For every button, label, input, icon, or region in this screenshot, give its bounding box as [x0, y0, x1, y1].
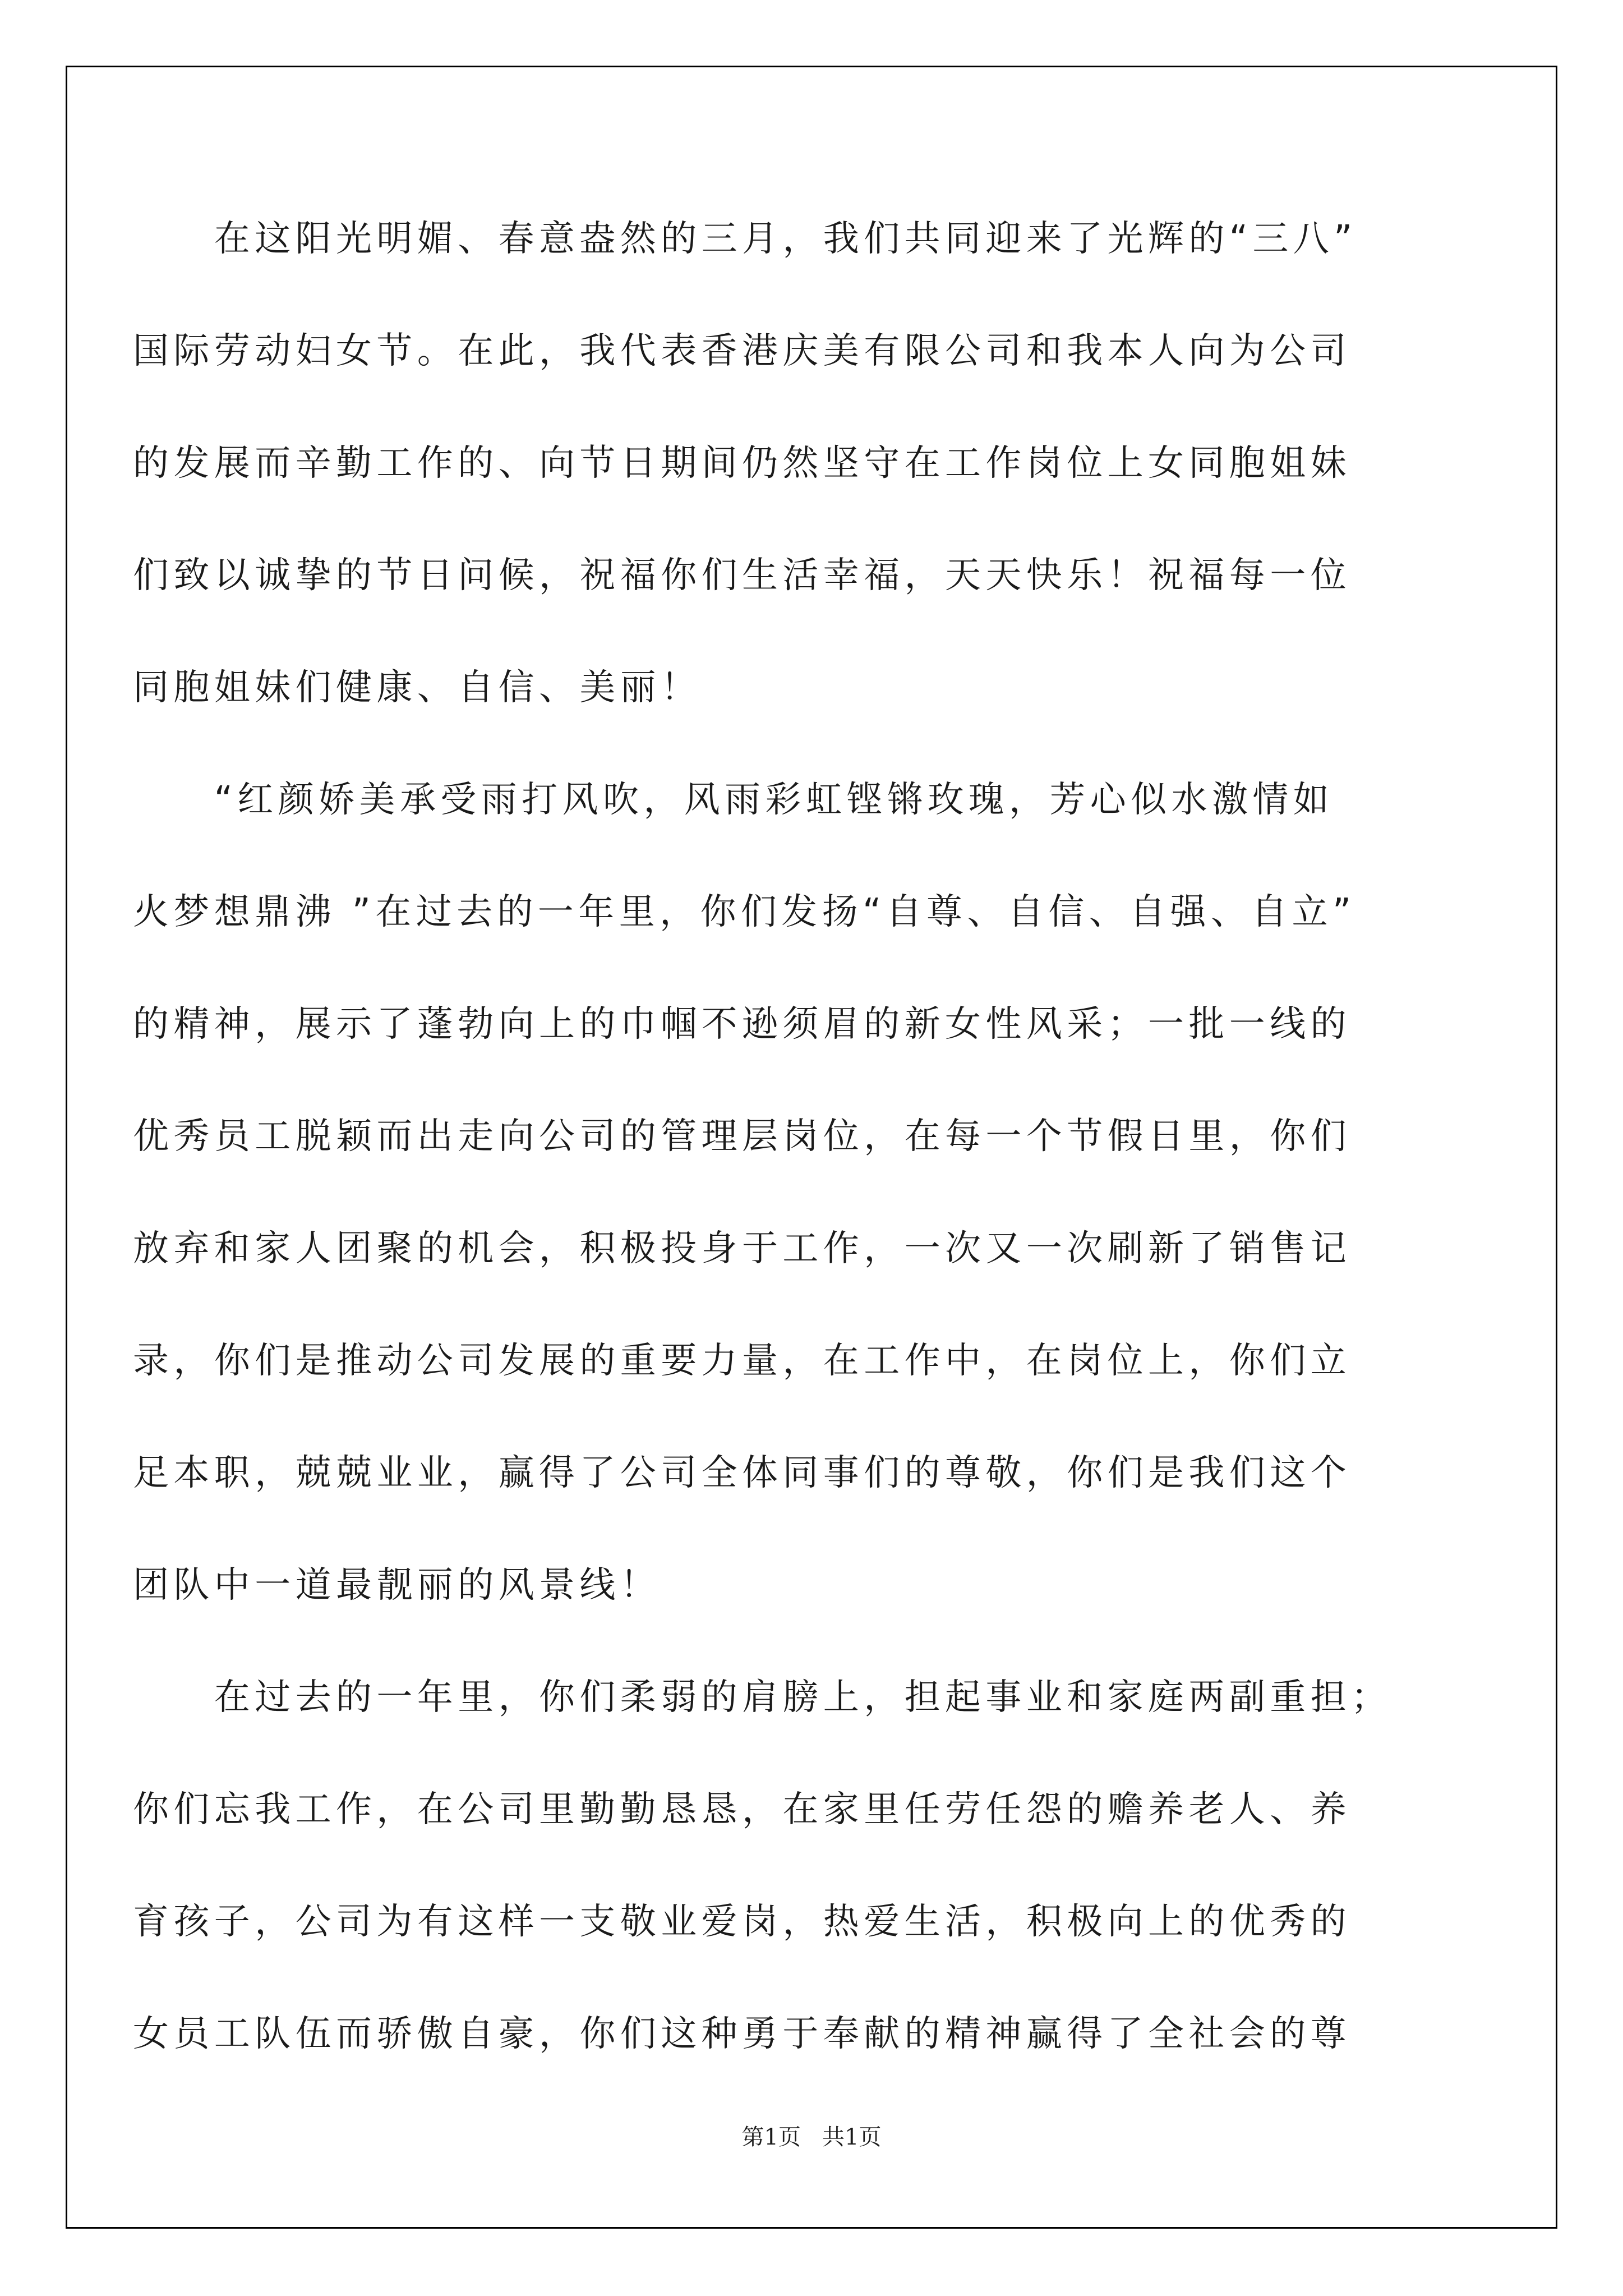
text-line: 团队中一道最靓丽的风景线！	[133, 1565, 661, 1606]
text-line: 国际劳动妇女节。在此，我代表香港庆美有限公司和我本人向为公司	[133, 330, 1351, 372]
page-footer	[0, 2123, 1623, 2151]
text-line: 女员工队伍而骄傲自豪，你们这种勇于奉献的精神赢得了全社会的尊	[133, 2013, 1351, 2055]
text-line: 火梦想鼎沸 ”在过去的一年里，你们发扬“自尊、自信、自强、自立”	[133, 891, 1356, 933]
text-line: 同胞姐妹们健康、自信、美丽！	[133, 667, 702, 708]
text-line: 优秀员工脱颖而出走向公司的管理层岗位，在每一个节假日里，你们	[133, 1116, 1351, 1157]
text-line: 的发展而辛勤工作的、向节日期间仍然坚守在工作岗位上女同胞姐妹	[133, 443, 1351, 484]
text-line: 你们忘我工作，在公司里勤勤恳恳，在家里任劳任怨的赡养老人、养	[133, 1789, 1351, 1830]
text-line: 的精神，展示了蓬勃向上的巾帼不逊须眉的新女性风采；一批一线的	[133, 1004, 1351, 1045]
total-pages: 共1页	[822, 2124, 882, 2150]
text-line: “红颜娇美承受雨打风吹，风雨彩虹铿锵玫瑰，芳心似水激情如	[133, 779, 1334, 821]
text-line: 足本职，兢兢业业，赢得了公司全体同事们的尊敬，你们是我们这个	[133, 1452, 1351, 1494]
text-line: 在这阳光明媚、春意盎然的三月，我们共同迎来了光辉的“三八”	[133, 218, 1357, 260]
text-line: 录，你们是推动公司发展的重要力量，在工作中，在岗位上，你们立	[133, 1340, 1351, 1382]
text-line: 在过去的一年里，你们柔弱的肩膀上，担起事业和家庭两副重担；	[133, 1677, 1392, 1718]
text-line: 们致以诚挚的节日问候，祝福你们生活幸福，天天快乐！祝福每一位	[133, 555, 1351, 596]
text-line: 育孩子，公司为有这样一支敬业爱岗，热爱生活，积极向上的优秀的	[133, 1901, 1351, 1943]
text-line: 放弃和家人团聚的机会，积极投身于工作，一次又一次刷新了销售记	[133, 1228, 1351, 1269]
page-number: 第1页	[741, 2124, 801, 2150]
